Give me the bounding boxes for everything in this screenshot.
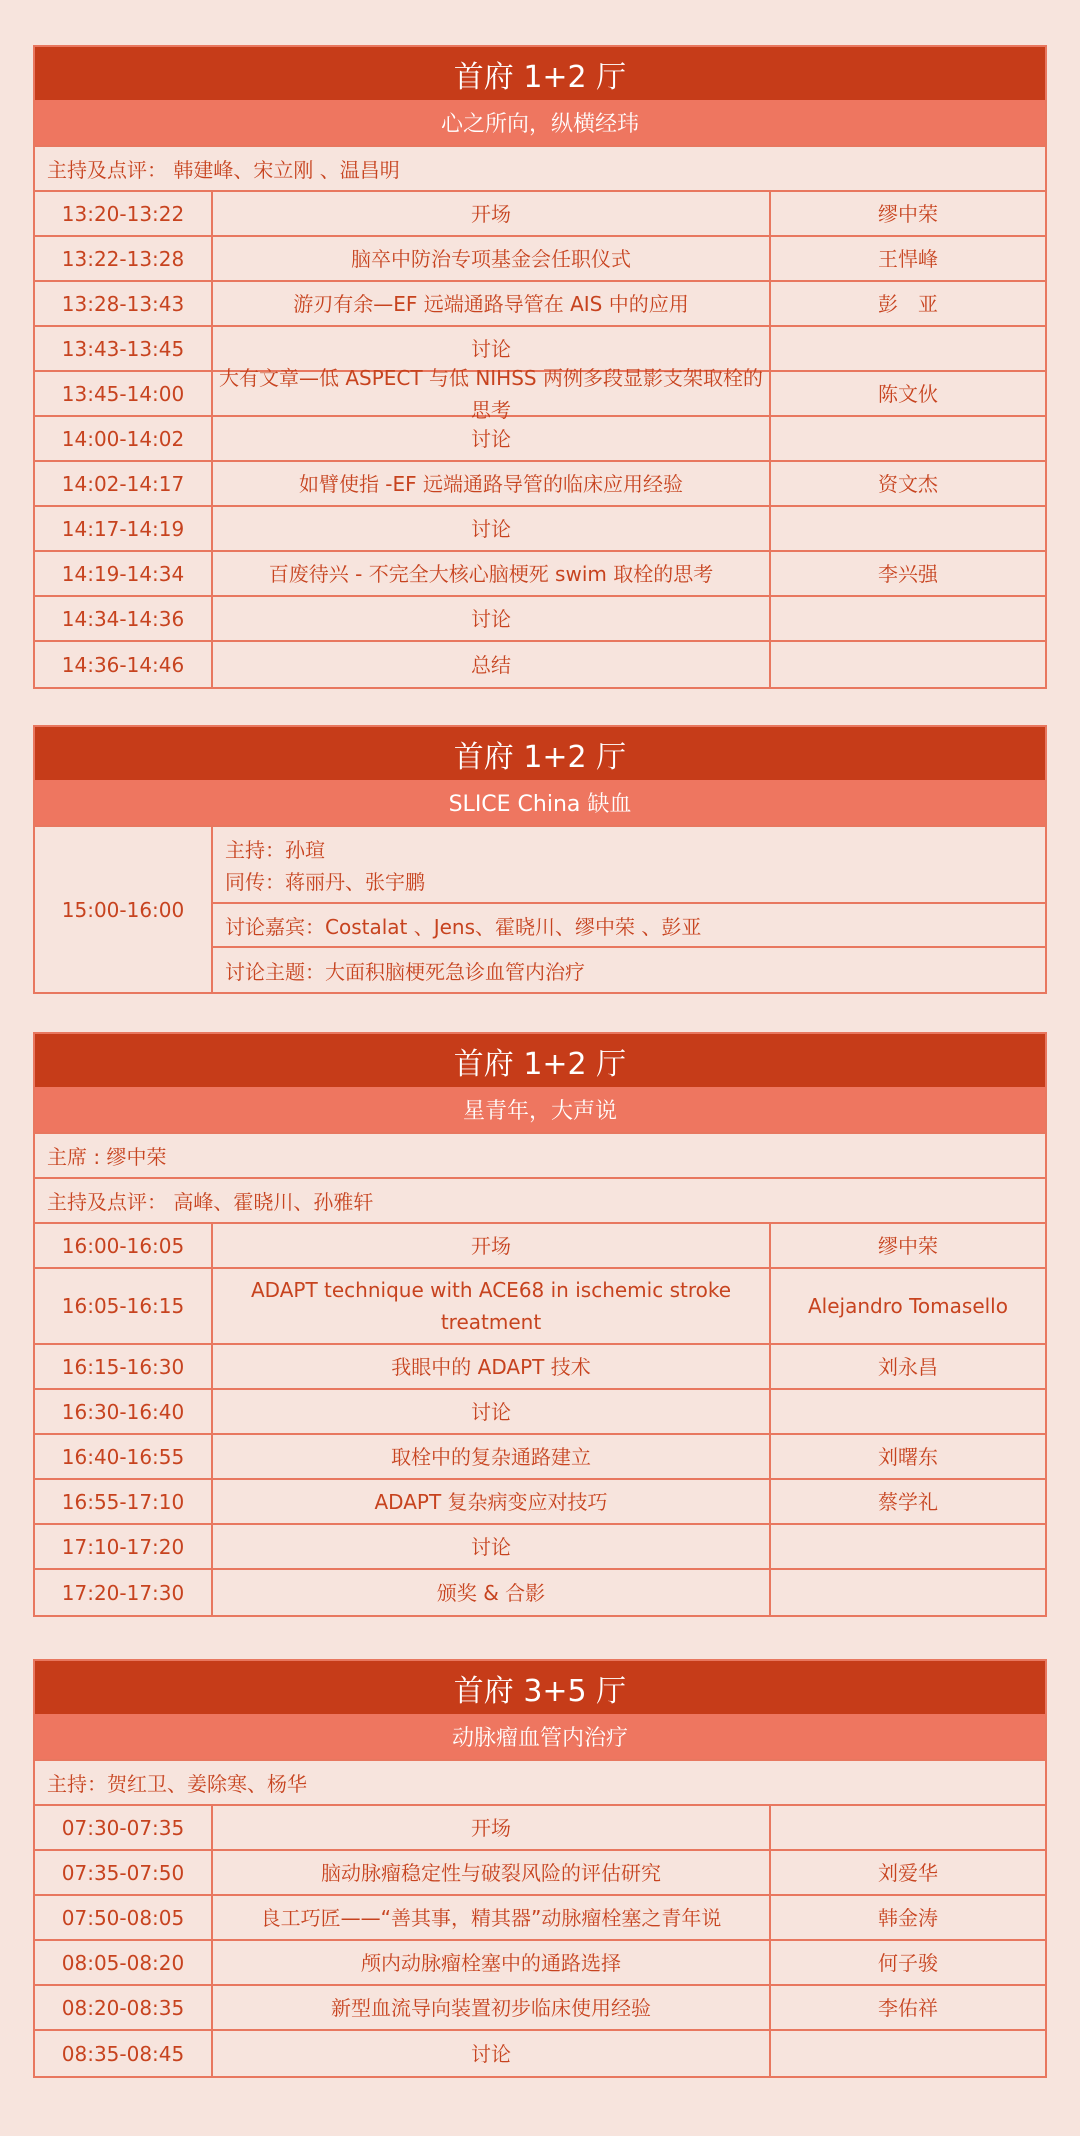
schedule-row bbox=[35, 1224, 1045, 1269]
time-cell: 13:20-13:22 bbox=[35, 192, 213, 235]
speaker-cell bbox=[771, 1390, 1045, 1433]
time-cell: 07:30-07:35 bbox=[35, 1806, 213, 1849]
title-cell: 取栓中的复杂通路建立 bbox=[213, 1435, 771, 1478]
host-row bbox=[35, 1761, 1045, 1806]
time-cell: 08:05-08:20 bbox=[35, 1941, 213, 1984]
title-cell: 讨论 bbox=[213, 2031, 771, 2076]
time-cell: 16:55-17:10 bbox=[35, 1480, 213, 1523]
session-time: 15:00-16:00 bbox=[35, 827, 213, 992]
speaker-cell: 王悍峰 bbox=[878, 246, 938, 271]
speaker-cell bbox=[771, 2031, 1045, 2076]
title-cell: 如臂使指 -EF 远端通路导管的临床应用经验 bbox=[213, 462, 771, 505]
hall-title: 首府 1+2 厅 bbox=[35, 727, 1045, 780]
title-cell: 游刃有余—EF 远端通路导管在 AIS 中的应用 bbox=[213, 282, 771, 325]
schedule-row bbox=[35, 192, 1045, 237]
title-cell: ADAPT 复杂病变应对技巧 bbox=[213, 1480, 771, 1523]
time-cell: 08:35-08:45 bbox=[35, 2031, 213, 2076]
speaker-cell bbox=[771, 507, 1045, 550]
time-cell: 16:40-16:55 bbox=[35, 1435, 213, 1478]
title-cell: 新型血流导向装置初步临床使用经验 bbox=[213, 1986, 771, 2029]
host-line: 主持：孙瑄 bbox=[225, 838, 325, 862]
speaker-cell: 刘曙东 bbox=[878, 1444, 938, 1469]
speaker-cell: 何子骏 bbox=[878, 1950, 938, 1975]
speaker-cell: 韩金涛 bbox=[878, 1905, 938, 1930]
time-cell: 14:34-14:36 bbox=[35, 597, 213, 640]
schedule-row bbox=[35, 597, 1045, 642]
speaker-cell bbox=[771, 327, 1045, 370]
schedule-row bbox=[35, 1986, 1045, 2031]
time-cell: 14:17-14:19 bbox=[35, 507, 213, 550]
speaker-cell: Alejandro Tomasello bbox=[808, 1294, 1008, 1318]
title-cell: 良工巧匠——“善其事，精其器”动脉瘤栓塞之青年说 bbox=[213, 1896, 771, 1939]
time-cell: 07:50-08:05 bbox=[35, 1896, 213, 1939]
schedule-row bbox=[35, 1269, 1045, 1345]
title-cell: 讨论 bbox=[213, 1525, 771, 1568]
speaker-cell bbox=[771, 1570, 1045, 1615]
session-topic: 动脉瘤血管内治疗 bbox=[35, 1714, 1045, 1761]
time-cell: 17:10-17:20 bbox=[35, 1525, 213, 1568]
title-cell: 我眼中的 ADAPT 技术 bbox=[213, 1345, 771, 1388]
schedule-row bbox=[35, 552, 1045, 597]
host-row bbox=[35, 1179, 1045, 1224]
title-cell: ADAPT technique with ACE68 in ischemic stroke treatment bbox=[213, 1269, 771, 1343]
speaker-cell: 陈文伙 bbox=[878, 381, 938, 406]
host-info bbox=[213, 827, 1045, 904]
session-topic: SLICE China 缺血 bbox=[35, 780, 1045, 827]
title-cell: 讨论 bbox=[213, 1390, 771, 1433]
time-cell: 16:15-16:30 bbox=[35, 1345, 213, 1388]
host-text: 主持：贺红卫、姜除寒、杨华 bbox=[47, 1772, 307, 1796]
title-cell: 开场 bbox=[213, 192, 771, 235]
speaker-cell: 李兴强 bbox=[878, 561, 938, 586]
session-block-1 bbox=[33, 45, 1047, 689]
speaker-cell: 蔡学礼 bbox=[878, 1489, 938, 1514]
speaker-cell bbox=[771, 1525, 1045, 1568]
speaker-cell: 缪中荣 bbox=[878, 1233, 938, 1258]
host-text: 主持及点评： 高峰、霍晓川、孙雅轩 bbox=[47, 1190, 374, 1214]
title-cell: 总结 bbox=[213, 642, 771, 687]
speaker-cell: 刘永昌 bbox=[878, 1354, 938, 1379]
hall-title: 首府 3+5 厅 bbox=[35, 1661, 1045, 1714]
speaker-cell: 资文杰 bbox=[878, 471, 938, 496]
schedule-row bbox=[35, 417, 1045, 462]
schedule-row bbox=[35, 1896, 1045, 1941]
chair-text: 主席 : 缪中荣 bbox=[47, 1145, 167, 1169]
title-cell: 脑卒中防治专项基金会任职仪式 bbox=[213, 237, 771, 280]
speaker-cell bbox=[771, 1806, 1045, 1849]
time-cell: 16:00-16:05 bbox=[35, 1224, 213, 1267]
host-row bbox=[35, 147, 1045, 192]
schedule-row bbox=[35, 1390, 1045, 1435]
chair-row bbox=[35, 1134, 1045, 1179]
session-block-2 bbox=[33, 725, 1047, 994]
title-cell: 脑动脉瘤稳定性与破裂风险的评估研究 bbox=[213, 1851, 771, 1894]
slice-session-body bbox=[35, 827, 1045, 992]
schedule-row bbox=[35, 1851, 1045, 1896]
schedule-row bbox=[35, 1941, 1045, 1986]
schedule-row bbox=[35, 1480, 1045, 1525]
schedule-row bbox=[35, 507, 1045, 552]
hall-title: 首府 1+2 厅 bbox=[35, 1034, 1045, 1087]
time-cell: 14:02-14:17 bbox=[35, 462, 213, 505]
schedule-row bbox=[35, 2031, 1045, 2076]
time-cell: 13:28-13:43 bbox=[35, 282, 213, 325]
session-block-4 bbox=[33, 1659, 1047, 2078]
title-cell: 讨论 bbox=[213, 597, 771, 640]
title-cell: 颁奖 & 合影 bbox=[213, 1570, 771, 1615]
time-cell: 14:19-14:34 bbox=[35, 552, 213, 595]
time-cell: 13:22-13:28 bbox=[35, 237, 213, 280]
schedule-row bbox=[35, 642, 1045, 687]
schedule-row bbox=[35, 1806, 1045, 1851]
session-topic: 心之所向，纵横经玮 bbox=[35, 100, 1045, 147]
time-cell: 17:20-17:30 bbox=[35, 1570, 213, 1615]
title-cell: 开场 bbox=[213, 1806, 771, 1849]
session-topic: 星青年，大声说 bbox=[35, 1087, 1045, 1134]
time-cell: 13:43-13:45 bbox=[35, 327, 213, 370]
time-cell: 16:30-16:40 bbox=[35, 1390, 213, 1433]
title-cell: 百废待兴 - 不完全大核心脑梗死 swim 取栓的思考 bbox=[213, 552, 771, 595]
schedule-row bbox=[35, 1345, 1045, 1390]
title-cell: 讨论 bbox=[213, 327, 771, 370]
hall-title: 首府 1+2 厅 bbox=[35, 47, 1045, 100]
title-cell: 讨论 bbox=[213, 417, 771, 460]
speaker-cell: 李佑祥 bbox=[878, 1995, 938, 2020]
speaker-cell: 刘爱华 bbox=[878, 1860, 938, 1885]
time-cell: 14:36-14:46 bbox=[35, 642, 213, 687]
time-cell: 14:00-14:02 bbox=[35, 417, 213, 460]
speaker-cell bbox=[771, 642, 1045, 687]
schedule-row bbox=[35, 1435, 1045, 1480]
title-cell: 颅内动脉瘤栓塞中的通路选择 bbox=[213, 1941, 771, 1984]
schedule-row bbox=[35, 1570, 1045, 1615]
speaker-cell: 缪中荣 bbox=[878, 201, 938, 226]
host-text: 主持及点评： 韩建峰、宋立刚 、温昌明 bbox=[47, 158, 400, 182]
title-cell: 开场 bbox=[213, 1224, 771, 1267]
discussion-theme: 讨论主题：大面积脑梗死急诊血管内治疗 bbox=[225, 959, 585, 984]
time-cell: 08:20-08:35 bbox=[35, 1986, 213, 2029]
time-cell: 16:05-16:15 bbox=[35, 1269, 213, 1343]
schedule-row bbox=[35, 237, 1045, 282]
title-cell: 大有文章—低 ASPECT 与低 NIHSS 两例多段显影支架取栓的思考 bbox=[213, 372, 771, 415]
schedule-row bbox=[35, 365, 1045, 422]
time-cell: 07:35-07:50 bbox=[35, 1851, 213, 1894]
interpreter-line: 同传：蒋丽丹、张宇鹏 bbox=[225, 870, 425, 894]
schedule-row bbox=[35, 282, 1045, 327]
speaker-cell: 彭 亚 bbox=[878, 291, 938, 316]
discussion-guests: 讨论嘉宾：Costalat 、Jens、霍晓川、缪中荣 、彭亚 bbox=[213, 904, 1045, 948]
title-cell: 讨论 bbox=[213, 507, 771, 550]
schedule-row bbox=[35, 1525, 1045, 1570]
session-block-3 bbox=[33, 1032, 1047, 1617]
time-cell: 13:45-14:00 bbox=[35, 372, 213, 415]
schedule-row bbox=[35, 462, 1045, 507]
speaker-cell bbox=[771, 597, 1045, 640]
speaker-cell bbox=[771, 417, 1045, 460]
